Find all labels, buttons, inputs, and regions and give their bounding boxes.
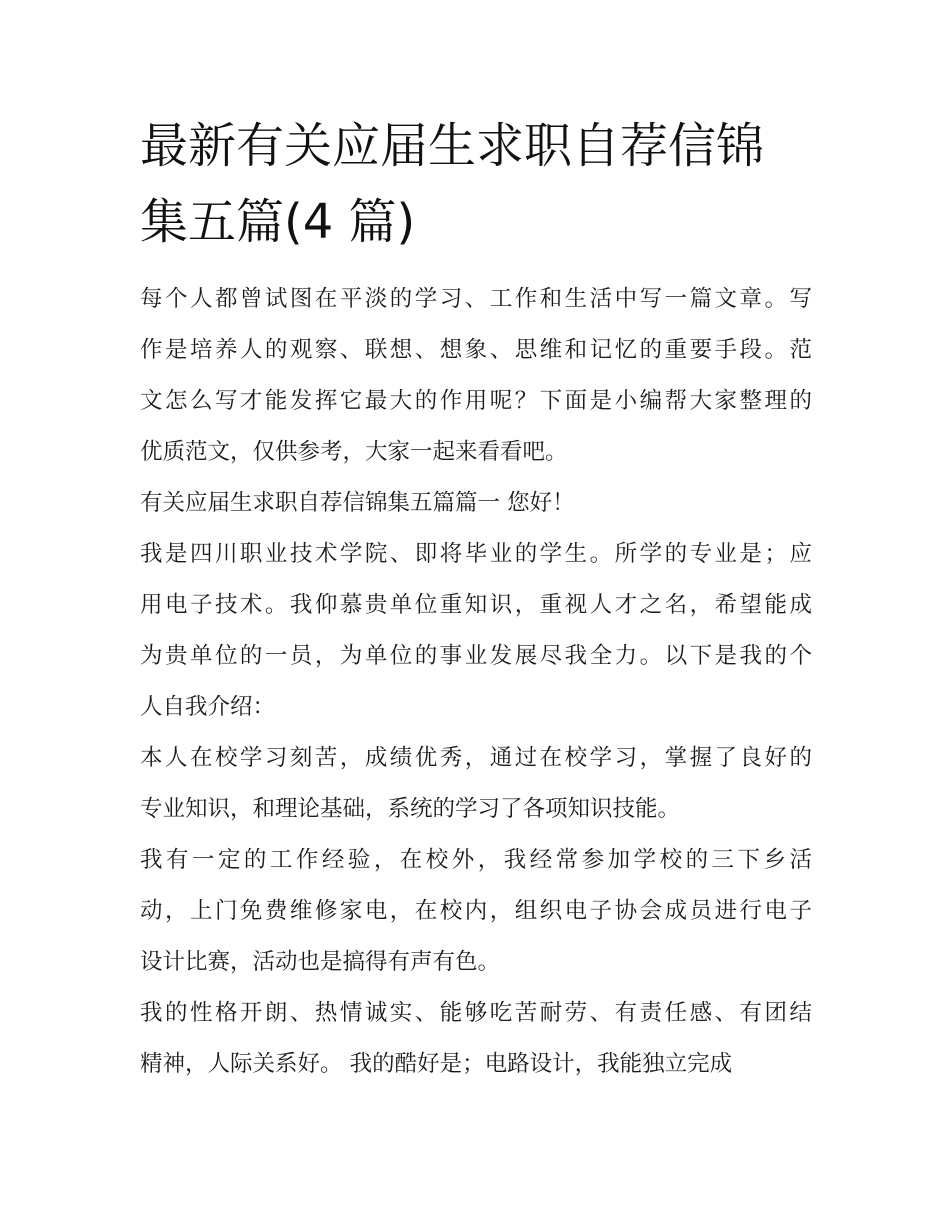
paragraph-experience	[140, 835, 812, 988]
text-line: 文怎么写才能发挥它最大的作用呢？下面是小编帮大家整理的	[140, 388, 812, 414]
paragraph-personality	[140, 988, 812, 1090]
text-line: 有关应届生求职自荐信锦集五篇篇一 您好！	[140, 490, 575, 516]
text-line: 人自我介绍：	[140, 694, 276, 720]
title-line: 最新有关应届生求职自荐信锦	[140, 118, 765, 174]
text-line: 我的性格开朗、热情诚实、能够吃苦耐劳、有责任感、有团结	[140, 1000, 812, 1026]
text-line: 我是四川职业技术学院、即将毕业的学生。所学的专业是；应	[140, 541, 812, 567]
text-line: 用电子技术。我仰慕贵单位重知识，重视人才之名，希望能成	[140, 592, 812, 618]
text-line: 我有一定的工作经验，在校外，我经常参加学校的三下乡活	[140, 847, 812, 873]
text-line: 本人在校学习刻苦，成绩优秀，通过在校学习，掌握了良好的	[140, 745, 812, 771]
document-body	[140, 274, 812, 1090]
text-line: 作是培养人的观察、联想、想象、思维和记忆的重要手段。范	[140, 337, 812, 363]
paragraph-self-intro	[140, 529, 812, 733]
text-line: 动，上门免费维修家电，在校内，组织电子协会成员进行电子	[140, 898, 812, 924]
title-line: 集五篇(4 篇)	[140, 194, 416, 250]
paragraph-study	[140, 733, 812, 835]
text-line: 每个人都曾试图在平淡的学习、工作和生活中写一篇文章。写	[140, 286, 812, 312]
text-line: 优质范文，仅供参考，大家一起来看看吧。	[140, 439, 568, 465]
document-content	[140, 108, 812, 1090]
paragraph-intro	[140, 274, 812, 478]
text-line: 专业知识，和理论基础，系统的学习了各项知识技能。	[140, 796, 681, 822]
text-line: 设计比赛，活动也是搞得有声有色。	[140, 949, 501, 975]
document-title	[140, 108, 812, 260]
paragraph-section-heading	[140, 478, 812, 529]
text-line: 为贵单位的一员，为单位的事业发展尽我全力。以下是我的个	[140, 643, 812, 669]
text-line: 精神，人际关系好。 我的酷好是；电路设计，我能独立完成	[140, 1051, 733, 1077]
